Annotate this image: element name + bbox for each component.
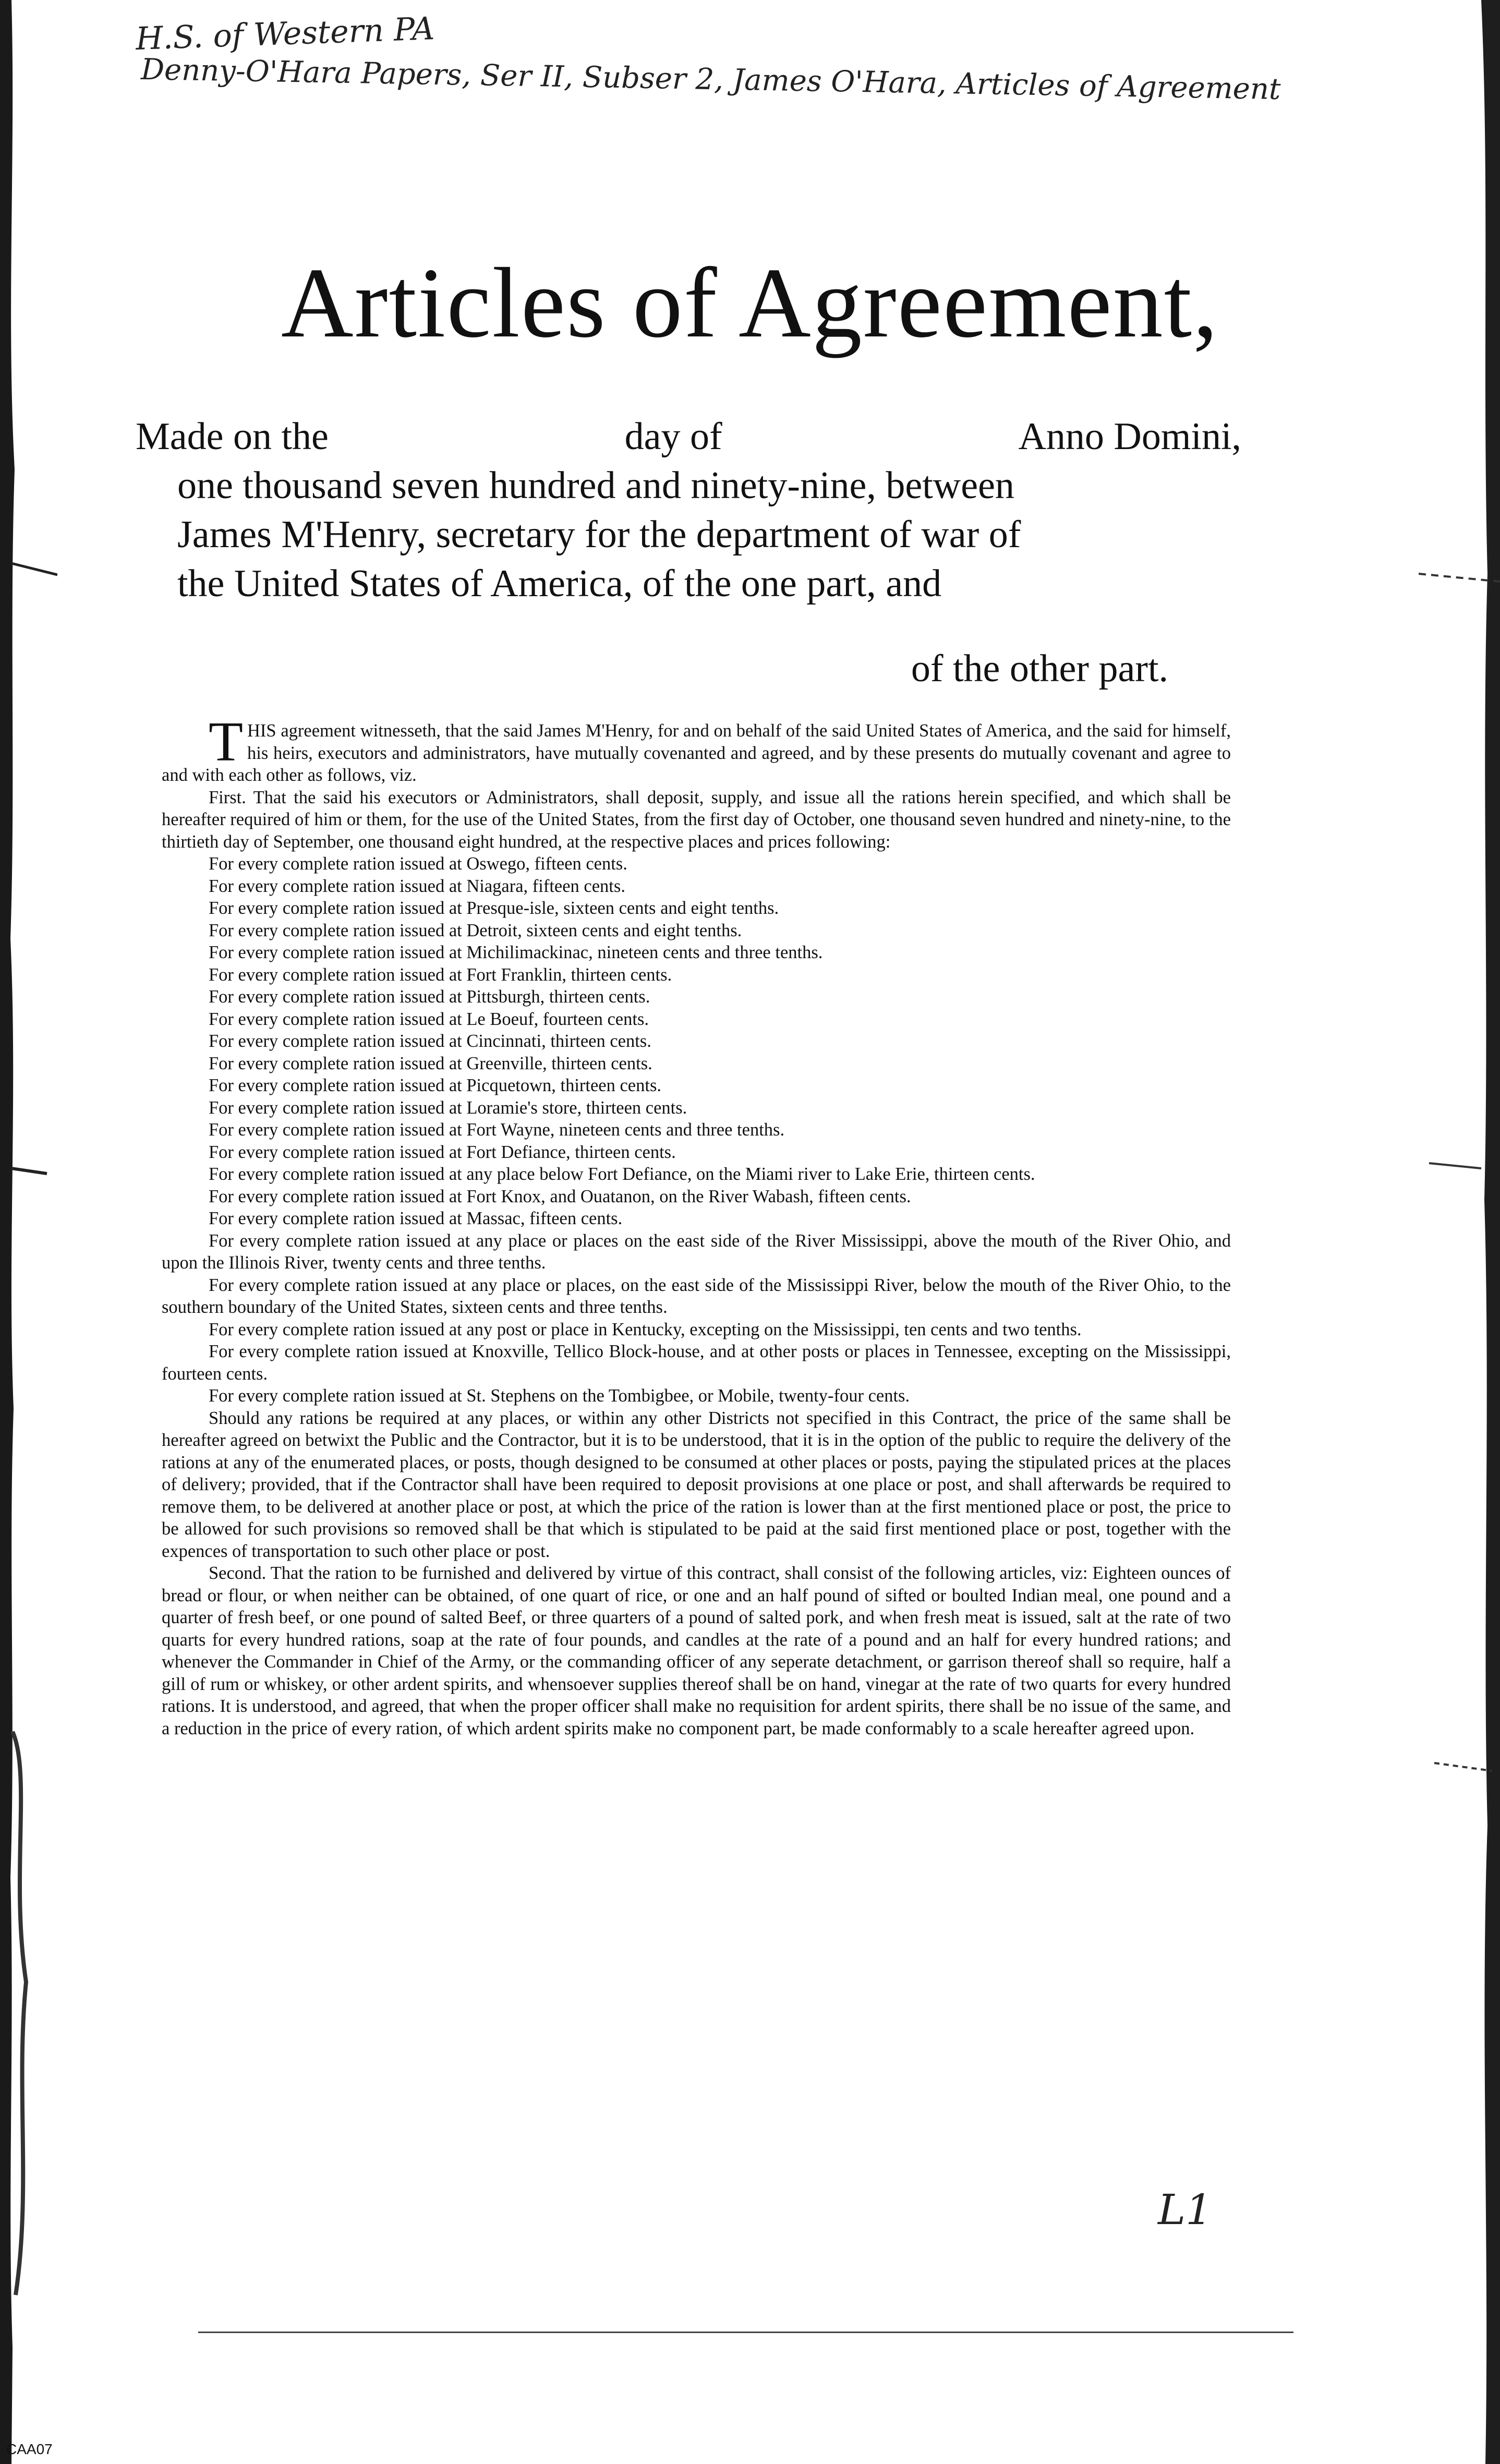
ration-item: For every complete ration issued at Le Boeuf, fourteen cents. xyxy=(209,1009,649,1029)
ration-item: For every complete ration issued at Loramie's store, thirteen cents. xyxy=(209,1097,687,1118)
ration-paragraph-knoxville: For every complete ration issued at Knoxville, Tellico Block-house, and at other posts or places in Tennessee, excepting on the Mississippi, fourteen cents. xyxy=(162,1342,1231,1384)
opening-text: HIS agreement witnesseth, that the said James M'Henry, for and on behalf of the said United States of America, and the said for himself, his heirs, executors and administrators, have mutually covenanted and agreed, and by these presents do mutually covenant and agree to and with each other as follows, viz. xyxy=(162,721,1231,785)
ration-item: For every complete ration issued at Michilimackinac, nineteen cents and three tenths. xyxy=(209,943,823,962)
other-districts-paragraph: Should any rations be required at any places, or within any other Districts not specified in this Contract, the price of the same shall be hereafter agreed on betwixt the Public and the Contractor, but it is to be understood, that it is in the option of the public to require the delivery of the rations at any of the enumerated places, or posts, though designed to be consumed at other places or posts, paying the stipulated prices at the places of delivery; provided, that if the Contractor shall have been required to deposit provisions at one place or post, and shall afterwards be required to remove them, to be delivered at another place or post, at which the price of the ration is lower than at the first mentioned place or post, the price to be allowed for such provisions so removed shall be that which is stipulated to be paid at the said first mentioned place or post, together with the expences of transportation to such other place or post. xyxy=(162,1408,1231,1561)
day-of-label: day of xyxy=(624,415,722,458)
ration-item: For every complete ration issued at Fort Wayne, nineteen cents and three tenths. xyxy=(209,1120,785,1140)
ration-item: For every complete ration issued at Presque-isle, sixteen cents and eight tenths. xyxy=(209,898,779,918)
footer-code: CAA07 xyxy=(6,2441,53,2457)
first-article: First. That the said his executors or Administrators, shall deposit, supply, and issue all the rations herein specified, and which shall be hereafter required of him or them, for the use of the United States, from the first day of October, one thousand seven hundred and ninety-nine, to the thirtieth day of September, one thousand eight hundred, at the respective places and prices following: xyxy=(162,787,1231,852)
ration-item: For every complete ration issued at Niagara, fifteen cents. xyxy=(209,876,625,896)
ration-item: For every complete ration issued at Pittsburgh, thirteen cents. xyxy=(209,987,650,1007)
ration-list xyxy=(209,853,1231,1230)
drop-cap: T xyxy=(209,711,243,773)
ration-item: For every complete ration issued at Greenville, thirteen cents. xyxy=(209,1053,652,1073)
ration-item: For every complete ration issued at Fort Franklin, thirteen cents. xyxy=(209,964,672,985)
left-torn-edge xyxy=(0,0,57,2464)
ration-paragraph-ohio: For every complete ration issued at any place or places on the east side of the River Mississippi, above the mouth of the River Ohio, and upon the Illinois River, twenty cents and three tenths. xyxy=(162,1230,1231,1273)
ration-item: For every complete ration issued at Fort Defiance, thirteen cents. xyxy=(209,1142,676,1162)
ration-paragraph-kentucky: For every complete ration issued at any post or place in Kentucky, excepting on the Mississippi, ten cents and two tenths. xyxy=(209,1319,1082,1339)
ration-item: For every complete ration issued at Fort Knox, and Ouatanon, on the River Wabash, fifteen cents. xyxy=(209,1186,911,1206)
ration-item: For every complete ration issued at Cincinnati, thirteen cents. xyxy=(209,1031,651,1051)
agreement-body xyxy=(162,711,1231,1740)
ration-paragraph-below-ohio: For every complete ration issued at any place or places, on the east side of the Mississippi River, below the mouth of the River Ohio, to the southern boundary of the United States, sixteen cents and three tenths. xyxy=(162,1275,1231,1317)
archival-note-line-1: H.S. of Western PA xyxy=(135,10,436,57)
ration-item: For every complete ration issued at Oswego, fifteen cents. xyxy=(209,854,627,874)
preamble-line-5: of the other part. xyxy=(911,647,1168,690)
preamble-line-3: James M'Henry, secretary for the department of war of xyxy=(177,513,1021,556)
preamble-line-2: one thousand seven hundred and ninety-nine, between xyxy=(177,464,1014,507)
preamble-line-1 xyxy=(136,412,1241,461)
right-torn-edge xyxy=(1419,0,1500,2464)
opening-paragraph xyxy=(162,711,1231,787)
ration-item: For every complete ration issued at Massac, fifteen cents. xyxy=(209,1209,623,1228)
anno-domini-label: Anno Domini, xyxy=(1018,415,1241,458)
second-article: Second. That the ration to be furnished and delivered by virtue of this contract, shall consist of the following articles, viz: Eighteen ounces of bread or flour, or when neither can be obtained, of one quart of rice, or one and an half pound of sifted or boulted Indian meal, one pound and a quarter of fresh beef, or one pound of salted Beef, or three quarters of a pound of salted pork, and when fresh meat is issued, salt at the rate of two quarts for every hundred rations, soap at the rate of four pounds, and candles at the rate of a pound and an half for every hundred rations; and whenever the Commander in Chief of the Army, or the commanding officer of any seperate detachment, or garrison thereof shall so require, half a gill of rum or whiskey, or other ardent spirits, and whensoever supplies thereof shall be on hand, vinegar at the rate of two quarts for every hundred rations. It is understood, and agreed, that when the proper officer shall make no requisition for ardent spirits, there shall be no issue of the same, and a reduction in the price of every ration, of which ardent spirits make no component part, be made conformably to a scale hereafter agreed upon. xyxy=(162,1563,1231,1738)
bottom-rule xyxy=(198,2332,1293,2333)
ration-item: For every complete ration issued at Picquetown, thirteen cents. xyxy=(209,1076,662,1095)
made-on-label: Made on the xyxy=(136,415,329,458)
page-mark: L1 xyxy=(1158,2185,1213,2234)
archival-note-line-2: Denny-O'Hara Papers, Ser II, Subser 2, James O'Hara, Articles of Agreement xyxy=(140,52,1281,107)
ration-item: For every complete ration issued at any place below Fort Defiance, on the Miami river to Lake Erie, thirteen cents. xyxy=(209,1164,1035,1184)
preamble xyxy=(136,412,1241,608)
ration-item: For every complete ration issued at Detroit, sixteen cents and eight tenths. xyxy=(209,920,742,940)
ration-paragraph-st-stephens: For every complete ration issued at St. Stephens on the Tombigbee, or Mobile, twenty-four cents. xyxy=(209,1386,910,1406)
preamble-line-4: the United States of America, of the one part, and xyxy=(177,562,942,605)
document-title: Articles of Agreement, xyxy=(281,247,1219,358)
